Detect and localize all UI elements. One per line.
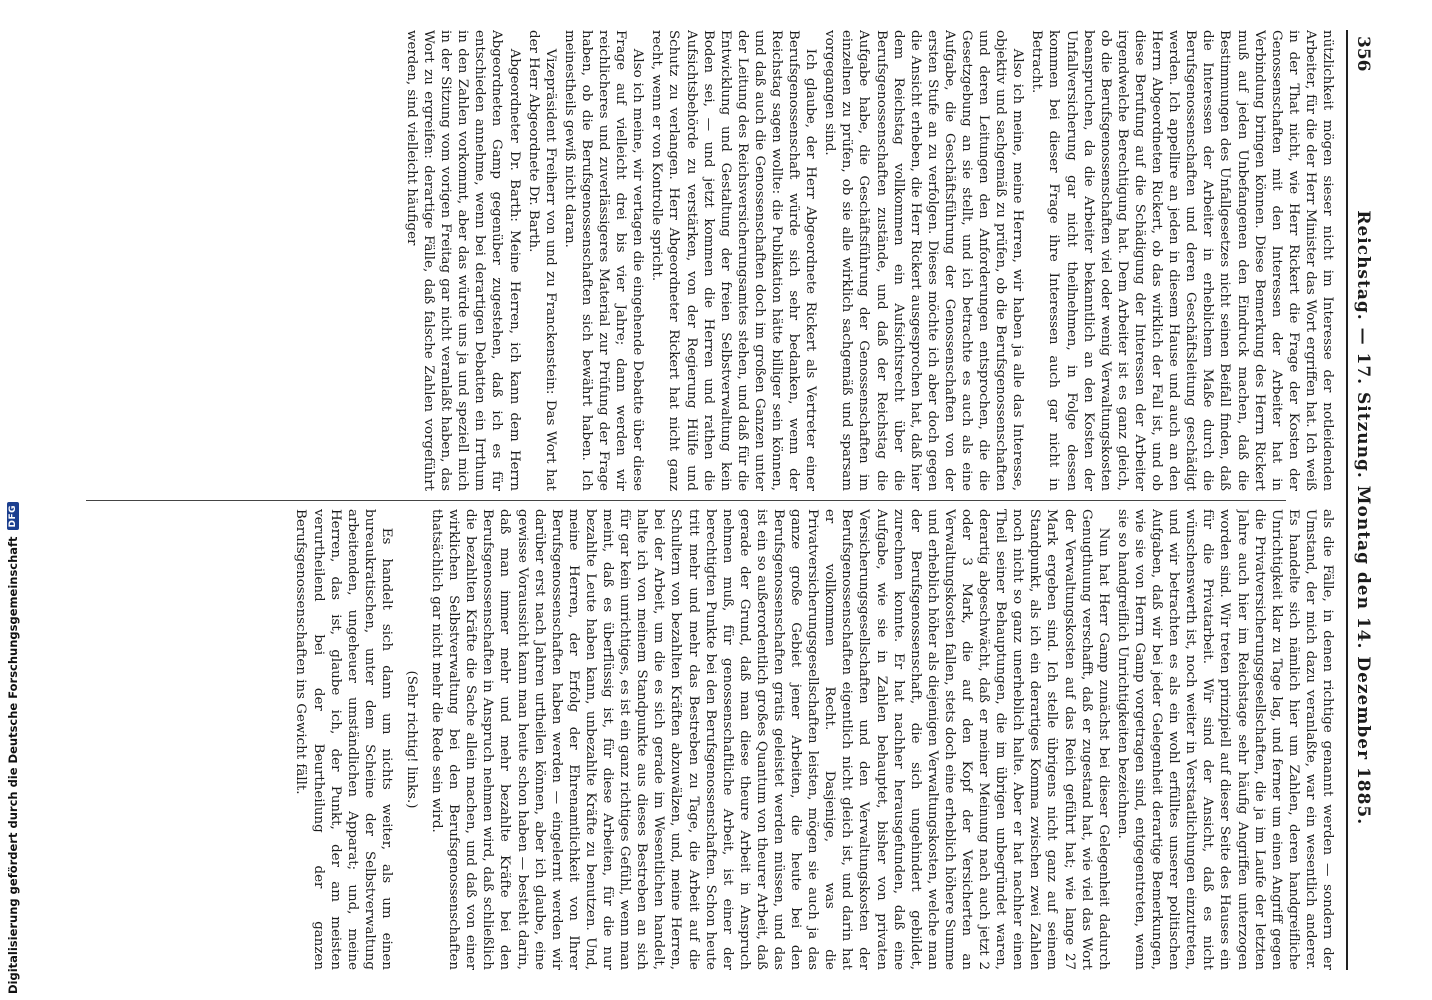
document-page bbox=[0, 20, 1382, 980]
page-number: 356 bbox=[1353, 36, 1373, 72]
paragraph: nützlichkeit mögen sieser nicht im Interesse der notleidenden Arbeiter, für die der Herr Minister das Wort ergriffen hat. Ich weiß in der That nicht, wie Herr Rickert die Frage der Kosten der Genossenschaften mit den Interessen der Arbeiter hat in Verbindung bringen können. Diese Bemerkung des Herrn Rickert muß auf jeden Unbefangenen den Eindruck machen, daß die Bestimmungen des Unfallgesetzes nicht seinen Beifall finden, daß die Interessen der Arbeiter in erheblichem Maße durch die Berufsgenossenschaften und deren Geschäftsleitung geschädigt werden. Ich appellire an jeden in diesem Hause und auch an den Herrn Abgeordneten Rickert, ob das wirklich der Fall ist, und ob diese Berufung auf die Schädigung der Interessen der Arbeiter irgendwelche Berechtigung hat. Dem Arbeiter ist es ganz gleich, ob die Berufsgenossenschaften viel oder wenig Verwaltungskosten beanspruchen, da die Arbeiter bekanntlich an den Kosten der Unfallversicherung gar nicht theilnehmen, in Folge dessen kommen bei dieser Frage ihre Interessen auch gar nicht in Betracht. bbox=[1029, 30, 1335, 491]
page-header bbox=[1346, 30, 1378, 970]
paragraph: Es handelt sich dann um nichts weiter, als um einen bureaukratischen, unter dem Scheine der Selbstverwaltung arbeitenden, ungeheuer umständlichen Apparat; und, meine Herren, das ist, glaube ich, der Punkt, der am meisten verurtheilend bei der Beurtheilung der ganzen Berufsgenossenschaften ins Gewicht fällt. bbox=[293, 509, 394, 970]
speaker-paragraph: Vizepräsident Freiherr von und zu Franckenstein: Das Wort hat der Herr Abgeordnete Dr. Barth. bbox=[525, 30, 558, 491]
paragraph: Nun hat Herr Gamp zunächst bei dieser Gelegenheit dadurch Genugthuung verschafft, daß er zugestand hat, wie viel das Wort der Verwaltungskosten auf das Reich geführt hat; wie lange 27 Mark ergeben sind. Ich stelle übrigens nicht ganz auf seinem Standpunkt, als ich ein derartiges Komma zwischen zwei Zahlen noch nicht so ganz unerheblich halte. Aber er hat nachher einen Theil seiner Behauptungen, die im übrigen unbegründet waren, derartig abgeschwächt, daß er meiner Meinung nach auch jetzt 2 oder 3 Mark, die auf den Kopf der Versicherten an Verwaltungskosten fallen, stets doch eine erheblich höhere Summe und erheblich höher als diejenigen Verwaltungskosten, welche man der Berufsgenossenschaft, die sich ungehindert gebildet, zurechnen konnte. Er hat nachher herausgefunden, daß eine Aufgabe, wie sie in Zahlen behauptet, bisher von privaten Versicherungsgesellschaften und den Verwaltungskosten der Berufsgenossenschaften eigentlich nicht gleich ist, und darin hat er vollkommen Recht. Dasjenige, was die Privatversicherungsgesellschaften leisten, mögen sie auch ja das ganze große Gebiet jener Arbeiten, die heute bei den Berufsgenossenschaften gratis geleistet werden müssen, und das ist ein so außerordentlich großes Quantum von theurer Arbeit, daß gerade der Grund, daß man diese theure Arbeit in Anspruch nehmen muß, für genossenschaftliche Arbeit, ist einer der berechtigten Punkte bei den Berufsgenossenschaften. Schon heute tritt mehr und mehr das Bestreben zu Tage, die Arbeit auf die Schultern von bezahlten Kräften abzuwälzen, und, meine Herren, bei der Arbeit, um die es sich gerade im Wesentlichen handelt, halte ich von meinem Standpunkte aus dieses Bestreben an sich für gar kein unrichtiges, es ist ein ganz richtiges Gefühl, wenn man meint, daß es überflüssig ist, für diese Arbeiten, für die nur bezahlte Leute haben kann, unbezahlte Kräfte zu benutzen. Und, meine Herren, der Erfolg der Ehrenamtlichkeit von Ihrer Berufsgenossenschaften haben werden — eingelernt werden wir darüber erst nach Jahren urtheilen können, aber ich glaube, eine gewisse Voraussicht kann man heute schon haben — besteht darin, daß man immer mehr und mehr bezahlte Kräfte bei den Berufsgenossenschaften in Anspruch nehmen wird, daß schließlich die bezahlten Kräfte die Sache allein machen, und daß von einer wirklichen Selbstverwaltung bei den Berufsgenossenschaften thatsächlich gar nicht mehr die Rede sein wird. bbox=[429, 509, 1111, 970]
interjection: (Sehr richtig! links.) bbox=[404, 670, 420, 809]
text-columns bbox=[56, 30, 1346, 970]
right-column bbox=[56, 509, 1336, 970]
digitization-note bbox=[2, 0, 24, 1000]
paragraph: Ich glaube, der Herr Abgeordnete Rickert als Vertreter einer Berufsgenossenschaft würde sich sehr bedanken, wenn der Reichstag sagen wollte: die Publikation hätte billiger sein können, und daß auch die Genossenschaften doch im großen Ganzen unter der Leitung des Reichsversicherungsamtes stehen, und daß für die Entwicklung und Gestaltung der freien Selbstverwaltung kein Boden sei, — und jetzt kommen die Herren und rathen die Aufsichtsbehörde zu verstärken, von der Regierung Hülfe und Schutz zu verlangen. Herr Abgeordneter Rickert hat nicht ganz recht, wenn er von Kontrolle spricht. bbox=[649, 30, 819, 491]
paragraph: Also ich meine, meine Herren, wir haben ja alle das Interesse, objektiv und sachgemäß zu prüfen, ob die Berufsgenossenschaften und deren Leitungen den Anforderungen entsprochen, die die Gesetzgebung an sie stellt, und ich betrachte es auch als eine Aufgabe, die Geschäftsführung der Genossenschaften von der ersten Stufe an zu verfolgen. Dieses möchte ich aber doch gegen die Ansicht erheben, die Herr Rickert ausgesprochen hat, daß hier dem Reichstag vollkommen ein Aufsichtsrecht über die Berufsgenossenschaften zustände, und daß der Reichstag die Aufgabe habe, die Geschäftsführung der Genossenschaften im einzelnen zu prüfen, ob sie alle wirklich sachgemäß und sparsam vorgegangen sind. bbox=[822, 30, 1026, 491]
digitization-text: Digitalisierung gefördert durch die Deutsche Forschungsgemeinschaft bbox=[6, 536, 20, 994]
paragraph: als die Fälle, in denen richtige genannt werden — sondern der Umstand, der mich dazu veranlaßte, war ein wesentlich anderer. Es handelte sich nämlich hier um Zahlen, deren handgreifliche Unrichtigkeit klar zu Tage lag, und ferner um einen Angriff gegen die Privatversicherungsgesellschaften, die ja im Laufe der letzten Jahre auch hier im Reichstage sehr häufig Angriffen unterzogen worden sind. Wir treten prinzipiell auf dieser Seite des Hauses ein für die Privatarbeit. Wir sind der Ansicht, daß es nicht wünschenswerth ist, noch weiter in Verstaatlichungen einzutreten, und wir betrachten es als ein wohl erfülltes unserer politischen Aufgaben, daß wir bei jeder Gelegenheit derartige Bemerkungen, wie sie von Herrn Gamp vorgetragen sind, entgegentreten, wenn sie so handgreiflich Unrichtigkeiten bezeichnen. bbox=[1114, 509, 1335, 970]
paragraph: Also ich meine, wir vertagen die eingehende Debatte über diese Frage auf vielleicht drei bis vier Jahre; dann werden wir reichlicheres und zuverlässigeres Material zur Prüfung der Frage haben, ob die Berufsgenossenschaften sich bewährt haben. Ich meinestheils gewiß nicht daran. bbox=[561, 30, 646, 491]
speaker-paragraph: Abgeordneter Dr. Barth: Meine Herren, ich kann dem Herrn Abgeordneten Gamp gegenüber zugestehen, daß ich es für entschieden annehme, wenn bei derartigen Debatten ein Irrthum in den Zahlen vorkommt, aber das würde uns ja und speziell mich in der Sitzung vom vorigen Freitag gar nicht veranlaßt haben, das Wort zu ergreifen: derartige Fälle, daß falsche Zahlen vorgeführt werden, sind vielleicht häufiger bbox=[404, 30, 522, 491]
left-column bbox=[56, 30, 1336, 491]
column-divider bbox=[86, 500, 1286, 501]
dfg-logo-icon: DFG bbox=[7, 502, 19, 531]
page-title: Reichstag. — 17. Sitzung. Montag den 14. Dezember 1885. bbox=[1353, 210, 1373, 826]
